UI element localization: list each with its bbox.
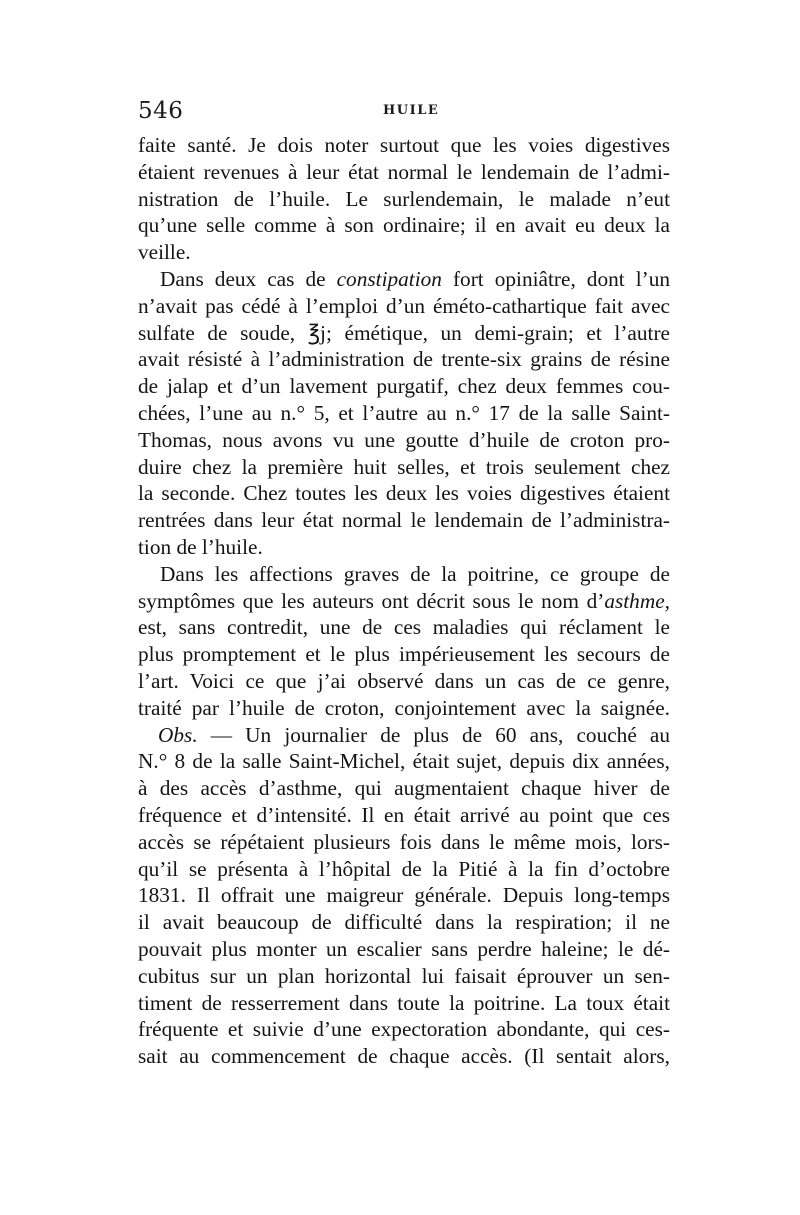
running-head: HUILE	[383, 103, 440, 118]
text-line: la seconde. Chez toutes les deux les voies digestives étaient	[138, 481, 670, 506]
italic-term: asthme,	[604, 588, 670, 613]
text-line: timent de resserrement dans toute la poitrine. La toux était	[138, 990, 670, 1015]
text-line: pouvait plus monter un escalier sans perdre haleine; le dé-	[138, 936, 670, 961]
italic-term: constipation	[336, 266, 442, 291]
text-segment: — Un journalier de plus de 60 ans, couché au	[210, 722, 670, 747]
text-line: veille.	[138, 240, 191, 265]
text-line: plus promptement et le plus impérieusement les secours de	[138, 642, 670, 667]
page-header	[138, 98, 670, 130]
text-line: Dans les affections graves de la poitrine, ce groupe de	[160, 561, 670, 586]
text-line: à des accès d’asthme, qui augmentaient chaque hiver de	[138, 776, 670, 801]
text-segment: Dans deux cas de	[160, 266, 326, 291]
text-line: fréquence et d’intensité. Il en était arrivé au point que ces	[138, 802, 670, 827]
text-segment: fort opiniâtre, dont l’un	[452, 266, 671, 291]
text-line: Thomas, nous avons vu une goutte d’huile de croton pro-	[138, 427, 670, 452]
text-line: est, sans contredit, une de ces maladies qui réclament le	[138, 615, 670, 640]
text-line	[138, 588, 670, 615]
text-line: chées, l’une au n.° 5, et l’autre au n.° 17 de la salle Saint-	[138, 400, 670, 425]
italic-term: Obs.	[158, 722, 198, 747]
text-line: l’art. Voici ce que j’ai observé dans un cas de ce genre,	[138, 668, 670, 693]
text-line: 1831. Il offrait une maigreur générale. Depuis long-temps	[138, 883, 670, 908]
page-number: 546	[138, 98, 184, 124]
text-line: étaient revenues à leur état normal le lendemain de l’admi-	[138, 159, 670, 184]
text-line: de jalap et d’un lavement purgatif, chez deux femmes cou-	[138, 374, 670, 399]
text-line: traité par l’huile de croton, conjointement avec la saignée.	[138, 695, 670, 720]
text-line: qu’une selle comme à son ordinaire; il en avait eu deux la	[138, 213, 670, 238]
text-line: n’avait pas cédé à l’emploi d’un éméto-cathartique fait avec	[138, 293, 670, 318]
text-line: cubitus sur un plan horizontal lui faisait éprouver un sen-	[138, 963, 670, 988]
text-line	[138, 266, 670, 293]
text-line: duire chez la première huit selles, et trois seulement chez	[138, 454, 670, 479]
text-segment: symptômes que les auteurs ont décrit sous le nom d’	[138, 588, 605, 613]
text-line: faite santé. Je dois noter surtout que les voies digestives	[138, 133, 670, 157]
text-line: avait résisté à l’administration de trente-six grains de résine	[138, 347, 670, 372]
text-line: tion de l’huile.	[138, 534, 263, 559]
text-line: fréquente et suivie d’une expectoration abondante, qui ces-	[138, 1017, 670, 1042]
text-line: sait au commencement de chaque accès. (Il sentait alors,	[138, 1044, 670, 1069]
text-line: accès se répétaient plusieurs fois dans le même mois, lors-	[138, 829, 670, 854]
text-line: rentrées dans leur état normal le lendemain de l’administra-	[138, 508, 670, 533]
text-line: qu’il se présenta à l’hôpital de la Pitié à la fin d’octobre	[138, 856, 670, 881]
body-text	[138, 132, 670, 1070]
text-line: nistration de l’huile. Le surlendemain, le malade n’eut	[138, 186, 670, 211]
text-line: sulfate de soude, ℥j; émétique, un demi-grain; et l’autre	[138, 320, 670, 345]
text-line: il avait beaucoup de difficulté dans la respiration; il ne	[138, 910, 670, 935]
text-line: N.° 8 de la salle Saint-Michel, était sujet, depuis dix années,	[138, 749, 670, 774]
text-line	[138, 722, 670, 749]
